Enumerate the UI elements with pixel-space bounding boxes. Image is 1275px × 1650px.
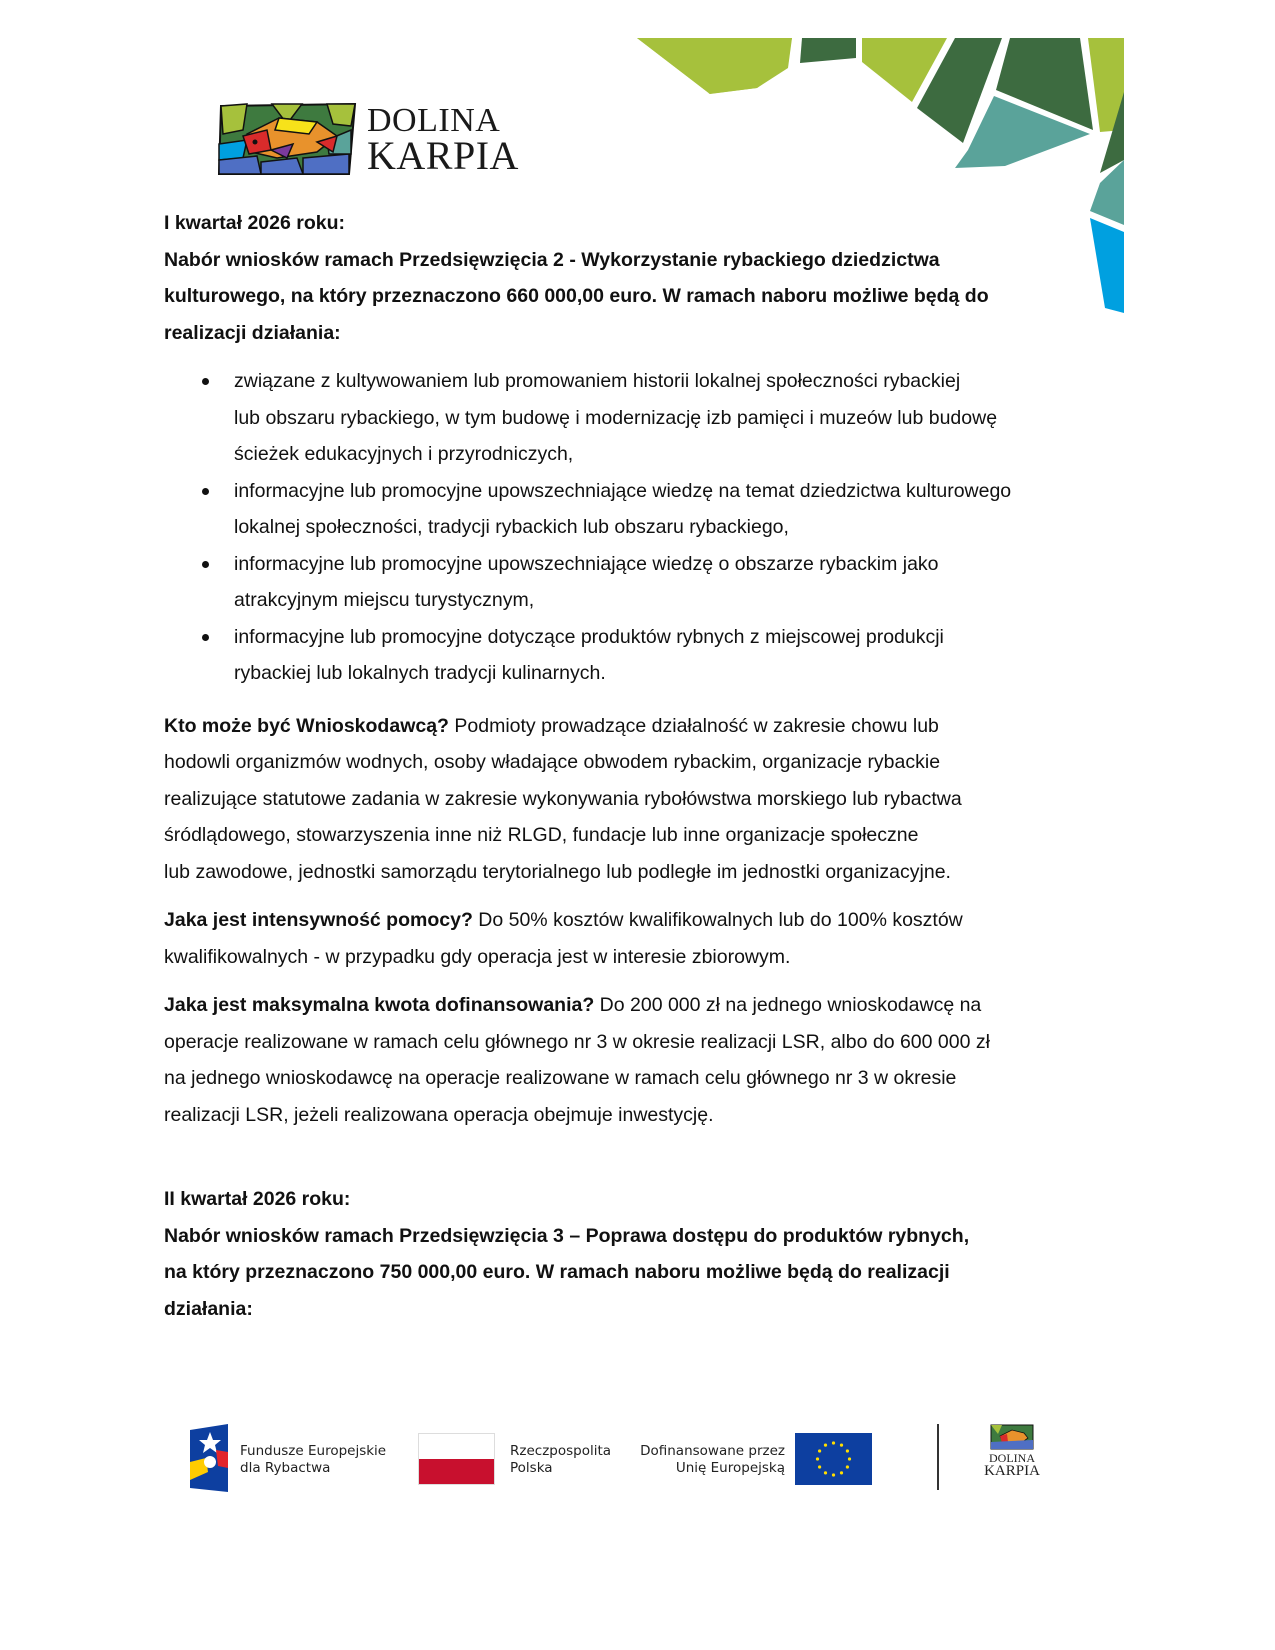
fe-rybactwo-icon	[190, 1424, 228, 1492]
intensity-label: Jaka jest intensywność pomocy?	[164, 909, 473, 931]
list-item: informacyjne lub promocyjne upowszechniające wiedzę na temat dziedzictwa kulturowego lokalnej społeczności, tradycji rybackich lub obszaru rybackiego,	[164, 473, 1094, 546]
action-list	[164, 363, 1094, 692]
quarter-2-heading: II kwartał 2026 roku:	[164, 1188, 351, 1210]
aid-intensity: Jaka jest intensywność pomocy? Do 50% kosztów kwalifikowalnych lub do 100% kosztów kwalifikowalnych - w przypadku gdy operacja jest w interesie zbiorowym.	[164, 909, 963, 968]
small-logo-wordmark: DOLINA KARPIA	[984, 1451, 1040, 1479]
polish-flag-icon	[418, 1433, 495, 1485]
bullet-icon	[202, 378, 209, 385]
intro-line: kulturowego, na który przeznaczono 660 000,00 euro. W ramach naboru możliwe będą do	[164, 285, 989, 307]
bullet-icon	[202, 634, 209, 641]
who-can-apply: Kto może być Wnioskodawcą? Podmioty prowadzące działalność w zakresie chowu lub hodowli organizmów wodnych, osoby władające obwodem rybackim, organizacje rybackie realizujące statutowe zadania w zakresie wykonywania rybołówstwa morskiego lub rybactwa śródlądowego, stowarzyszenia inne niż RLGD, fundacje lub inne organizacje społeczne lub zawodowe, jednostki samorządu terytorialnego lub podległe im jednostki organizacyjne.	[164, 714, 962, 883]
dolina-karpia-small-logo	[982, 1424, 1042, 1492]
list-item: związane z kultywowaniem lub promowaniem historii lokalnej społeczności rybackiej lub obszaru rybackiego, w tym budowę i modernizację izb pamięci i muzeów lub budowę ścieżek edukacyjnych i przyrodniczych,	[164, 363, 1094, 473]
bullet-icon	[202, 561, 209, 568]
max-funding: Jaka jest maksymalna kwota dofinansowania? Do 200 000 zł na jednego wnioskodawcę na operacje realizowane w ramach celu głównego nr 3 w okresie realizacji LSR, albo do 600 000 zł na jednego wnioskodawcę na operacje realizowane w ramach celu głównego nr 3 w okresie realizacji LSR, jeżeli realizowana operacja obejmuje inwestycję.	[164, 994, 990, 1126]
footer-divider	[937, 1424, 939, 1490]
fish-mosaic-icon	[217, 100, 357, 178]
intro-line: realizacji działania:	[164, 321, 341, 344]
rp-label: Rzeczpospolita Polska	[510, 1443, 612, 1476]
dolina-karpia-logo	[217, 100, 517, 178]
list-item: informacyjne lub promocyjne dotyczące produktów rybnych z miejscowej produkcji rybackiej lub lokalnych tradycji kulinarnych.	[164, 619, 1094, 692]
eu-cofinanced-label: Dofinansowane przez Unię Europejską	[640, 1443, 785, 1476]
fish-mosaic-icon	[990, 1424, 1034, 1450]
who-label: Kto może być Wnioskodawcą?	[164, 714, 449, 737]
fe-rybactwo-label: Fundusze Europejskie dla Rybactwa	[240, 1443, 387, 1476]
max-funding-label: Jaka jest maksymalna kwota dofinansowania?	[164, 994, 595, 1016]
logo-wordmark	[367, 104, 519, 176]
quarter-1-heading: I kwartał 2026 roku:	[164, 212, 346, 234]
bullet-icon	[202, 488, 209, 495]
logo-line-2: KARPIA	[367, 133, 519, 178]
eu-flag-icon	[795, 1433, 872, 1485]
list-item: informacyjne lub promocyjne upowszechniające wiedzę o obszarze rybackim jako atrakcyjnym miejscu turystycznym,	[164, 546, 1094, 619]
intro-line: Nabór wniosków ramach Przedsięwzięcia 2 - Wykorzystanie rybackiego dziedzictwa	[164, 248, 940, 271]
document-body	[164, 205, 1094, 1327]
logo-line-1: DOLINA	[367, 102, 501, 139]
quarter-2-intro: Nabór wniosków ramach Przedsięwzięcia 3 – Poprawa dostępu do produktów rybnych, na który przeznaczono 750 000,00 euro. W ramach naboru możliwe będą do realizacji działania:	[164, 1224, 970, 1320]
quarter-1-intro	[164, 242, 1094, 352]
